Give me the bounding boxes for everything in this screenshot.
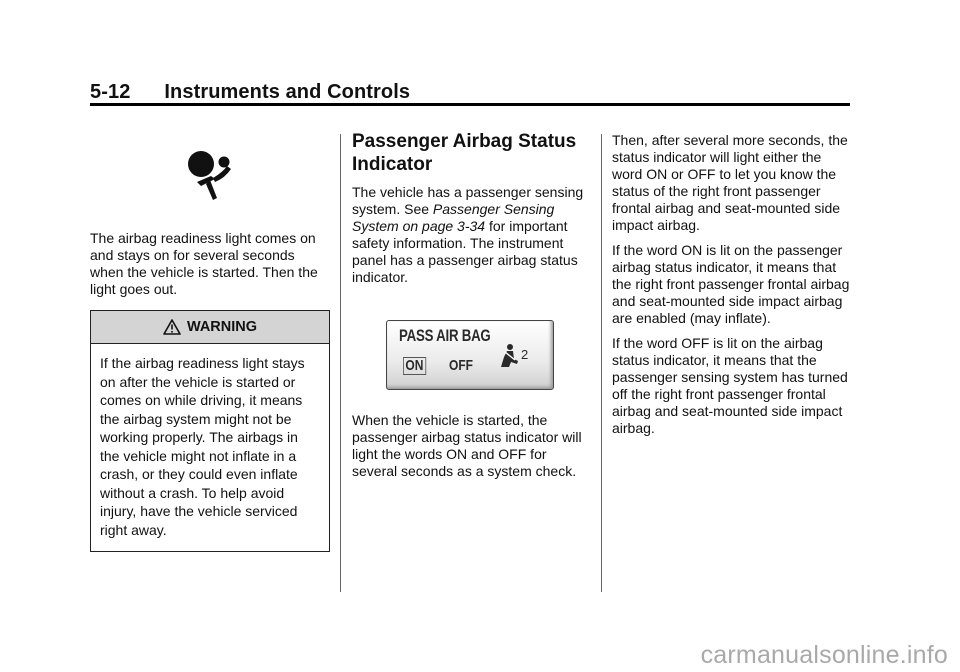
warning-body: If the airbag readiness light stays on after the vehicle is started or comes on while driving, it means the airbag system might not be working properly. The airbags in the vehicle might not inflate in a crash, or they could even inflate without a crash. To help avoid injury, have the vehicle serviced right away.	[100, 355, 305, 538]
airbag-readiness-paragraph: The airbag readiness light comes on and stays on for several seconds when the vehicle is started. Then the light goes out.	[90, 230, 318, 297]
footer-watermark: carmanualsonline.info	[700, 641, 948, 669]
status-paragraph: Then, after several more seconds, the status indicator will light either the word ON or OFF to let you know the status of the right front passenger frontal airbag and seat-mounted side impact airbag.	[612, 132, 848, 233]
indicator-label: PASS AIR BAG	[399, 326, 491, 345]
on-lit-paragraph: If the word ON is lit on the passenger airbag status indicator, it means that the right front passenger frontal airbag and seat-mounted side impact airbag are enabled (may inflate).	[612, 242, 850, 326]
para-text-a: The vehicle has a passenger sensing system. See	[352, 184, 584, 217]
column-divider-left	[340, 134, 341, 592]
indicator-off-text: OFF	[449, 357, 473, 374]
passenger-seat-icon	[498, 343, 520, 369]
warning-title: WARNING	[186, 318, 258, 335]
header-rule	[90, 103, 850, 106]
passenger-airbag-indicator-panel	[386, 320, 554, 390]
indicator-number: 2	[521, 347, 529, 362]
off-lit-paragraph: If the word OFF is lit on the airbag status indicator, it means that the passenger sensing system has turned off the right front passenger frontal airbag and seat-mounted side impact airbag.	[612, 335, 848, 436]
para-text-b: for important safety information. The instrument panel has a passenger airbag status indicator.	[352, 218, 578, 285]
column-right	[612, 132, 852, 445]
page-header-title: 5-12 Instruments and Controls	[90, 81, 411, 103]
indicator-on-text: ON	[403, 357, 426, 375]
warning-box	[90, 310, 330, 552]
warning-triangle-icon	[163, 319, 181, 335]
airbag-readiness-icon	[179, 148, 241, 204]
cross-reference-link[interactable]: Passenger Sensing System on page 3-34	[352, 201, 555, 234]
system-check-paragraph: When the vehicle is started, the passenger airbag status indicator will light the words ON and OFF for several seconds as a system check.	[352, 412, 582, 479]
column-middle	[352, 130, 590, 488]
column-left	[90, 140, 330, 552]
indicator-figure	[386, 320, 590, 390]
warning-header	[91, 311, 329, 344]
section-heading: Passenger Airbag Status Indicator	[352, 131, 577, 175]
passenger-sensing-paragraph	[352, 184, 590, 286]
column-divider-right	[601, 134, 602, 592]
